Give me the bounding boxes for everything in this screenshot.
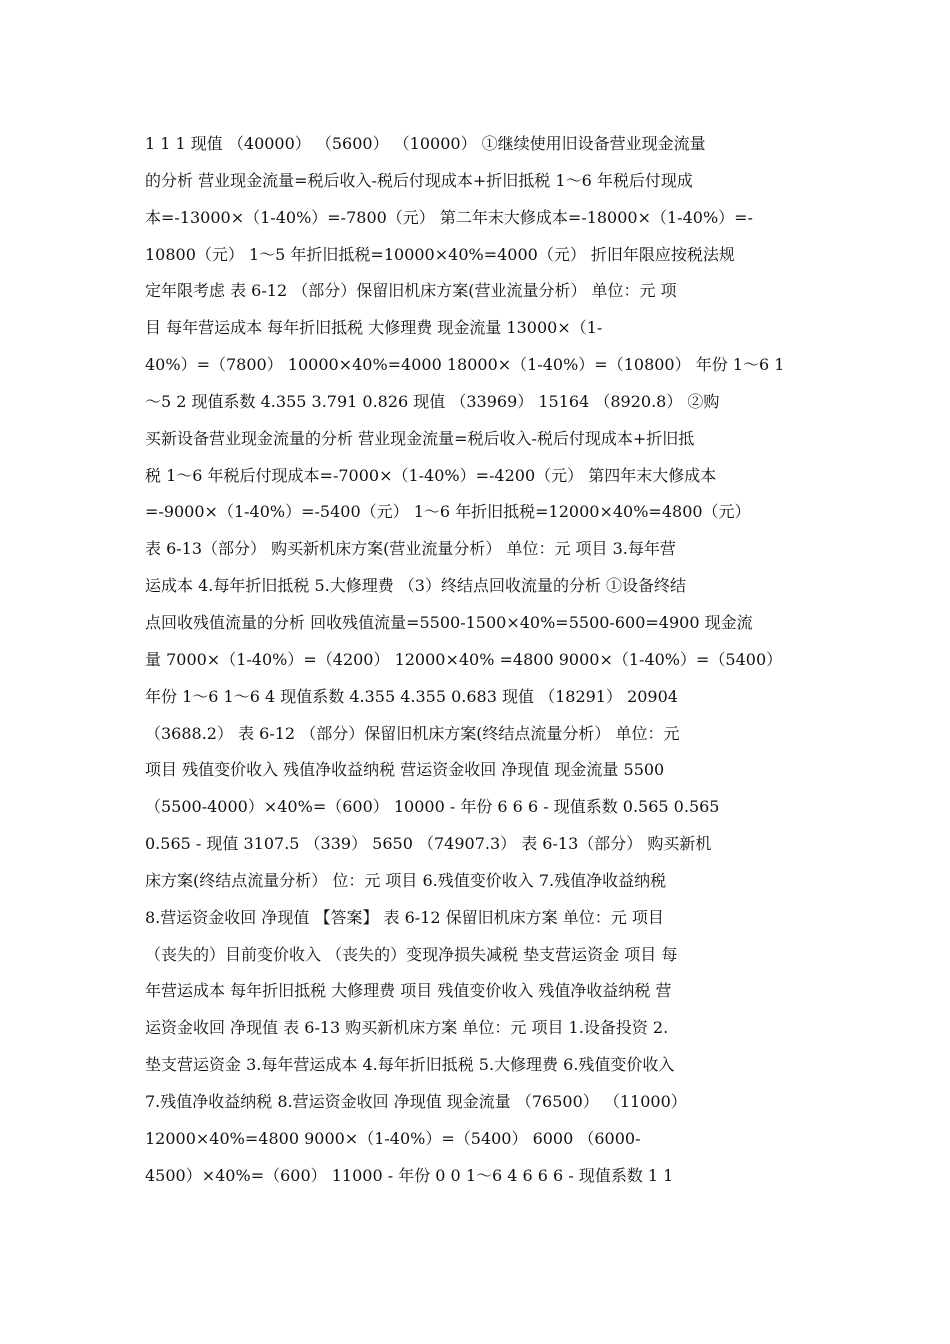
- text-line-3: 本=-13000×（1-40%）=-7800（元） 第二年末大修成本=-18000×（1-40%）=-: [145, 207, 753, 227]
- text-line-21: 床方案(终结点流量分析） 位：元 项目 6.残值变价收入 7.残值净收益纳税: [145, 870, 667, 890]
- text-line-6: 目 每年营运成本 每年折旧抵税 大修理费 现金流量 13000×（1-: [145, 318, 603, 338]
- text-line-12: 表 6-13（部分） 购买新机床方案(营业流量分析） 单位：元 项目 3.每年营: [145, 539, 676, 559]
- text-line-4: 10800（元） 1～5 年折旧抵税=10000×40%=4000（元） 折旧年限应按税法规: [145, 244, 735, 264]
- text-line-23: （丧失的）目前变价收入 （丧失的）变现净损失减税 垫支营运资金 项目 每: [145, 944, 678, 964]
- text-line-14: 点回收残值流量的分析 回收残值流量=5500-1500×40%=5500-600=4900 现金流: [145, 612, 753, 632]
- text-line-7: 40%）=（7800） 10000×40%=4000 18000×（1-40%）=（10800） 年份 1～6 1: [145, 355, 785, 375]
- text-line-20: 0.565 - 现值 3107.5 （339） 5650 （74907.3） 表 6-13（部分） 购买新机: [145, 834, 712, 854]
- text-line-17: （3688.2） 表 6-12 （部分）保留旧机床方案(终结点流量分析） 单位：元: [145, 723, 680, 743]
- text-line-29: 4500）×40%=（600） 11000 - 年份 0 0 1～6 4 6 6 6 - 现值系数 1 1: [145, 1165, 674, 1185]
- text-line-24: 年营运成本 每年折旧抵税 大修理费 项目 残值变价收入 残值净收益纳税 营: [145, 981, 672, 1001]
- text-line-13: 运成本 4.每年折旧抵税 5.大修理费 （3）终结点回收流量的分析 ①设备终结: [145, 576, 687, 596]
- text-line-5: 定年限考虑 表 6-12 （部分）保留旧机床方案(营业流量分析） 单位：元 项: [145, 281, 677, 301]
- text-line-27: 7.残值净收益纳税 8.营运资金收回 净现值 现金流量 （76500） （11000）: [145, 1091, 687, 1111]
- text-line-2: 的分析 营业现金流量=税后收入-税后付现成本+折旧抵税 1～6 年税后付现成: [145, 170, 693, 190]
- text-line-28: 12000×40%=4800 9000×（1-40%）=（5400） 6000 （6000-: [145, 1128, 641, 1148]
- text-line-8: ～5 2 现值系数 4.355 3.791 0.826 现值 （33969） 15164 （8920.8） ②购: [145, 391, 720, 411]
- text-line-11: =-9000×（1-40%）=-5400（元） 1～6 年折旧抵税=12000×40%=4800（元）: [145, 502, 751, 522]
- text-line-10: 税 1～6 年税后付现成本=-7000×（1-40%）=-4200（元） 第四年末大修成本: [145, 465, 717, 485]
- body-text: [145, 126, 805, 1194]
- text-line-19: （5500-4000）×40%=（600） 10000 - 年份 6 6 6 - 现值系数 0.565 0.565: [145, 797, 720, 817]
- text-line-25: 运资金收回 净现值 表 6-13 购买新机床方案 单位：元 项目 1.设备投资 2.: [145, 1018, 669, 1038]
- text-line-16: 年份 1～6 1～6 4 现值系数 4.355 4.355 0.683 现值 （18291） 20904: [145, 686, 678, 706]
- text-line-15: 量 7000×（1-40%）=（4200） 12000×40% =4800 9000×（1-40%）=（5400）: [145, 649, 783, 669]
- text-line-9: 买新设备营业现金流量的分析 营业现金流量=税后收入-税后付现成本+折旧抵: [145, 428, 695, 448]
- text-line-22: 8.营运资金收回 净现值 【答案】 表 6-12 保留旧机床方案 单位：元 项目: [145, 907, 664, 927]
- text-line-26: 垫支营运资金 3.每年营运成本 4.每年折旧抵税 5.大修理费 6.残值变价收入: [145, 1055, 675, 1075]
- text-line-18: 项目 残值变价收入 残值净收益纳税 营运资金收回 净现值 现金流量 5500: [145, 760, 665, 780]
- text-line-1: 1 1 1 现值 （40000） （5600） （10000） ①继续使用旧设备营业现金流量: [145, 134, 706, 153]
